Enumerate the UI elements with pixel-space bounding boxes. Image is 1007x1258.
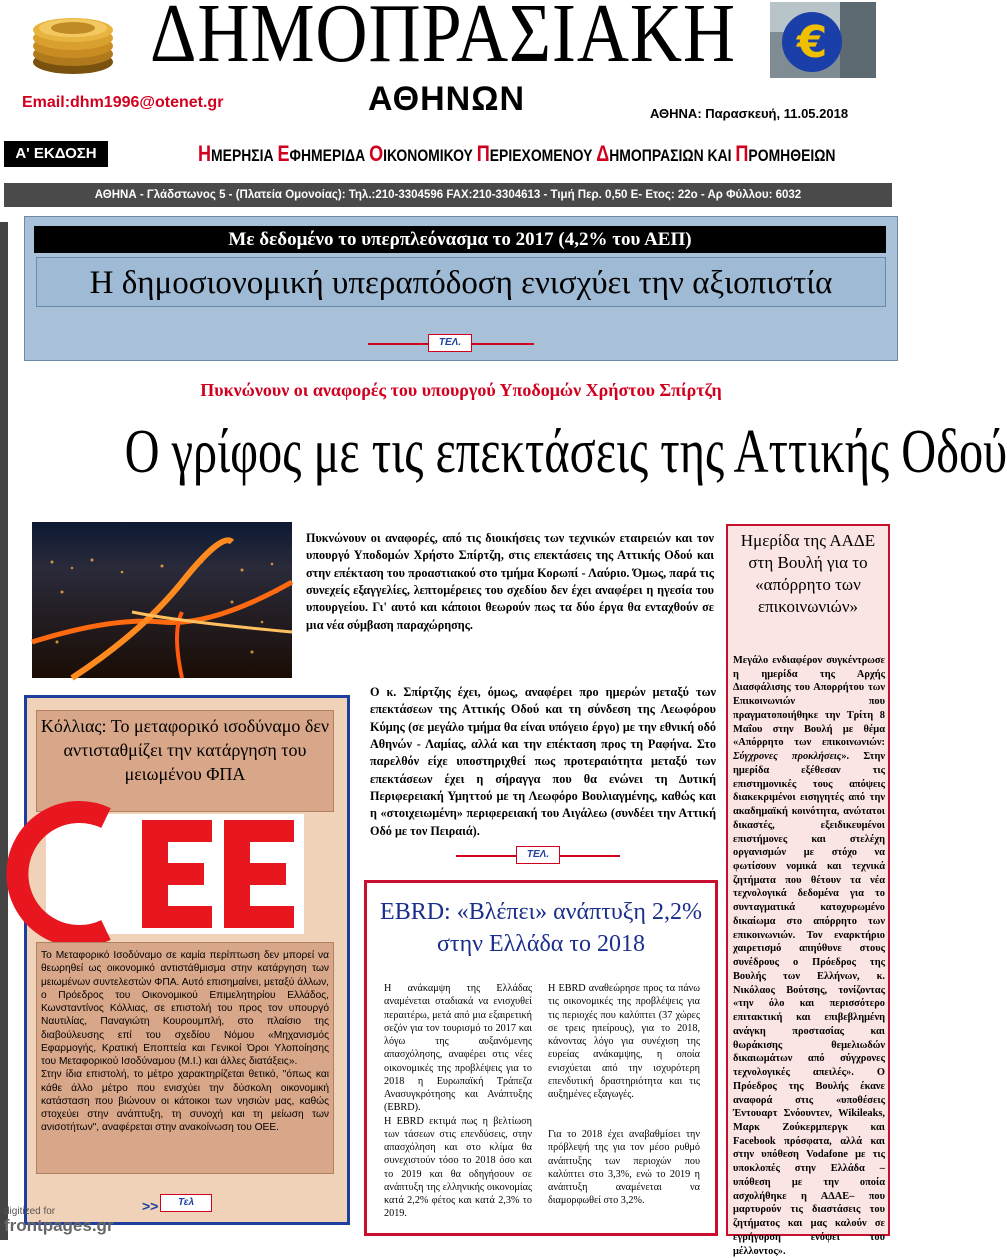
tagline-word: ΡΟΜΗΘΕΙΩΝ	[748, 146, 836, 165]
gold-coins-image	[24, 2, 122, 78]
credit-site: frontpages.gr	[4, 1216, 114, 1235]
sidebar-headline: Ημερίδα της ΑΑΔΕ στη Βουλή για το «απόρρητο των επικοινωνιών»	[740, 531, 876, 617]
main-story-headline: Ο γρίφος με τις επεκτάσεις της Αττικής Οδού	[124, 418, 1007, 486]
main-story-kicker: Πυκνώνουν οι αναφορές του υπουργού Υποδομών Χρήστου Σπίρτζη	[200, 380, 722, 400]
edition-badge: Α' ΕΚΔΟΣΗ	[4, 141, 108, 167]
tagline-initial: Ε	[277, 141, 290, 166]
end-marker: ΤΕΛ.	[428, 334, 472, 352]
svg-text:€: €	[796, 17, 828, 68]
tagline-word: ΗΜΟΠΡΑΣΙΩΝ ΚΑΙ	[609, 146, 736, 165]
masthead-title: ΔΗΜΟΠΡΑΣΙΑΚΗ	[150, 0, 736, 80]
tagline-word: ΙΚΟΝΟΜΙΚΟΥ	[383, 146, 477, 165]
kollias-body-text: Το Μεταφορικό Ισοδύναμο σε καμία περίπτωση δεν μπορεί να θεωρηθεί ως οικονομικό αντιστάθμισμα στην κατάργηση των μειωμένων συντελεστών ΦΠΑ. Αυτό επισημαίνει, μεταξύ άλλων, ο Πρόεδρος του Οικονομικού Επιμελητηρίου Ελλάδος, Κωνσταντίνος Κόλλιας, σε επιστολή του προς τον υπουργό Ναυτιλίας, Παναγιώτη Κουρουμπλή, στο πλαίσιο της διαβούλευσης επί του σχεδίου Νόμου «Μηχανισμός Εφαρμογής, Κρατική Εποπτεία και Γενικοί Όροι Υλοποίησης του Μεταφορικού Ισοδύναμου (Μ.Ι.) και άλλες διατάξεις». Στην ίδια επιστολή, το μέτρο χαρακτηρίζεται θετικό, "όπως και κάθε άλλο μέτρο που ενισχύει την δύσκολη οικονομική κατάσταση που βιώνουν οι κάτοικοι των νησιών μας, καθώς στοχεύει στην ανάπτυξη, τη συνοχή και τη μείωση των ανισοτήτων", αναφέρεται στην ανακοίνωση του ΟΕΕ.	[41, 950, 329, 1134]
issue-date: ΑΘΗΝΑ: Παρασκευή, 11.05.2018	[650, 106, 849, 121]
tagline-initial: Η	[198, 141, 212, 166]
main-story-paragraph-2: Ο κ. Σπίρτζης έχει, όμως, αναφέρει προ ημερών μεταξύ των επεκτάσεων της Αττικής Οδού και τη σύνδεση της Λεωφόρου Κύμης (σε μεγάλο τμήμα θα είναι υπόγειο έργο) με την εθνική οδό Αθηνών - Λαμίας, αλλά και την επέκταση προς τη Ραφήνα. Στο παρελθόν είχε υποστηριχθεί πως προτεραιότητα μεταξύ των επεκτάσεων έχει η σήραγγα που θα ενώνει τη Δυτική Περιφερειακή Υμηττού με τη Λεωφόρο Βουλιαγμένης, καθώς και η «στοιχειωμένη» περιφερειακή του Αιγάλεω (συνδέει την Αττική Οδό με τον Πειραιά).	[370, 685, 716, 838]
credit-line: digitized for	[4, 1206, 56, 1217]
info-bar: ΑΘΗΝΑ - Γλάδστωνος 5 - (Πλατεία Ομονοίας): Τηλ.:210-3304596 FAX:210-3304613 - Τιμή Περ. 0,50 Ε- Ετος: 22ο - Αρ Φύλλου: 6032	[4, 183, 892, 207]
kollias-headline: Κόλλιας: Το μεταφορικό ισοδύναμο δεν αντισταθμίζει την κατάργηση του μειωμένου ΦΠΑ	[36, 710, 334, 812]
ebrd-text: Η EBRD αναθεώρησε προς τα πάνω τις οικονομικές της προβλέψεις για τις περιοχές που καλύπτει (37 χώρες σε τρεις ηπείρους), για το 2018, κάνοντας λόγο για συνέχιση της ευρείας ανάκαμψης, η οποία ενισχύεται από την ισχυρότερη επενδυτική δραστηριότητα και τις αυξημένες εξαγωγές.	[548, 983, 700, 1100]
continue-arrows: >>	[142, 1198, 159, 1214]
tagline-word: ΦΗΜΕΡΙΔΑ	[289, 146, 370, 165]
masthead-tagline	[198, 141, 836, 167]
tagline-initial: Π	[476, 141, 490, 166]
sidebar-body	[733, 654, 885, 1258]
tagline-word: ΜΕΡΗΣΙΑ	[211, 146, 278, 165]
top-story-kicker: Με δεδομένο το υπερπλεόνασμα το 2017 (4,2% του ΑΕΠ)	[34, 226, 886, 253]
sidebar-body-text: Μεγάλο ενδιαφέρον συγκέντρωσε η ημερίδα της Αρχής Διασφάλισης του Απορρήτου των Επικοινωνιών που πραγματοποιήθηκε την Τρίτη 8 Μαΐου στην Βουλή με θέμα «Απόρρητο των επικοινωνιών:	[733, 655, 885, 749]
main-story-paragraph-1: Πυκνώνουν οι αναφορές, από τις διοικήσεις των τεχνικών εταιρειών και τον υπουργό Υποδομών Χρήστο Σπίρτζη, στις επεκτάσεις της Αττικής Οδού και στην επέκταση του προαστιακού στο τμήμα Κορωπί - Λαύριο. Όμως, παρά τις συνεχείς εξαγγελίες, λεπτομέρειες του σχεδίου δεν έχει αναφέρει η ηγεσία του υπουργείου. Γι' αυτό και κάποιοι θεωρούν πως τα δύο έργα θα ενταχθούν σε μια νέα σύμβαση παραχώρησης.	[306, 531, 714, 632]
end-marker: ΤΕΛ.	[516, 846, 560, 864]
contact-email: Email:dhm1996@otenet.gr	[22, 94, 224, 111]
ebrd-column-3	[548, 1128, 700, 1208]
oee-logo	[46, 814, 304, 934]
sidebar-body-text: ». Στην ημερίδα εξέθεσαν τις επιστημονικές τους απόψεις διακεκριμένοι εισηγητές από την ακαδημαϊκή κοινότητα, ανώτατοι δικαστές, εξειδικευμένοι επιστήμονες και στελέχη οργανισμών με στόχο να φωτίσουν νομικά και τεχνικά ζητήματα που θέτουν τα νέα τεχνολογικά δεδομένα για το συνταγματικά κατοχυρωμένο δικαίωμα στο απόρρητο των επικοινωνιών. Τον εναρκτήριο χαιρετισμό απηύθυνε στους συνέδρους ο Πρόεδρος της Βουλής των Ελλήνων, κ. Νικόλαος Βούτσης, τονίζοντας «την όλο και περισσότερο επιτακτική και επιβεβλημένη ανάγκη προστασίας και θωράκισης θεμελιωδών δικαιωμάτων από σύγχρονες τεχνολογικές απειλές». Ο Πρόεδρος της Βουλής έκανε αναφορά στις «υποθέσεις Έντουαρτ Σνόουντεν, Wikileaks, Μαρκ Ζούκερμπεργκ και Facebook πρόσφατα, αλλά και στην υπόθεση Vodafone με τις υποκλοπές στην Ελλάδα –υπόθεση με την οποία ασχολήθηκε η ΑΔΑΕ– που μαρτυρούν τις διαστάσεις του ζητήματος και μας καλούν σε εγρήγορση ενόψει του μέλλοντος».	[733, 751, 885, 1257]
tagline-initial: Δ	[596, 141, 610, 166]
ebrd-column-1	[384, 982, 532, 1221]
highway-night-photo	[32, 522, 292, 678]
tagline-initial: Ο	[369, 141, 384, 166]
kollias-body	[36, 942, 334, 1174]
end-marker: Τελ	[160, 1194, 212, 1212]
top-story-headline: Η δημοσιονομική υπεραπόδοση ενισχύει την αξιοπιστία	[36, 257, 886, 307]
ebrd-text: Η ανάκαμψη της Ελλάδας αναμένεται σταδιακά να ενισχυθεί περαιτέρω, μετά από μια εξαιρετική σεζόν για τον τουρισμό το 2017 και λόγω της αυξανόμενης απασχόλησης, αναφέρει στις νέες οικονομικές της προβλέψεις για το 2018 η Ευρωπαϊκή Τράπεζα Ανασυγκρότησης και Ανάπτυξης (EBRD). Η EBRD εκτιμά πως η βελτίωση των τάσεων στις επενδύσεις, στην απασχόληση και στο κλίμα θα συνεχιστούν τόσο το 2018 όσο και το 2019 και θα οδηγήσουν σε ανάπτυξη της ελληνικής οικονομίας κατά 2,2% φέτος και κατά 2,3% το 2019.	[384, 983, 532, 1220]
tagline-initial: Π	[735, 141, 749, 166]
digitized-credit	[4, 1206, 124, 1236]
masthead-subtitle: ΑΘΗΝΩΝ	[368, 80, 526, 118]
sidebar-body-italic: Σύγχρονες προκλήσεις	[733, 751, 842, 763]
tagline-word: ΕΡΙΕΧΟΜΕΝΟΥ	[489, 146, 597, 165]
euro-sign-image	[770, 2, 876, 78]
ebrd-headline: EBRD: «Βλέπει» ανάπτυξη 2,2% στην Ελλάδα το 2018	[380, 899, 702, 958]
ebrd-column-2	[548, 982, 700, 1101]
left-margin-bar	[0, 222, 8, 1240]
ebrd-text: Για το 2018 έχει αναβαθμίσει την πρόβλεψή της για τον μέσο ρυθμό ανάπτυξης των περιοχών που καλύπτει στο 3,3%, ενώ το 2019 η ανάπτυξη αναμένεται να διαμορφωθεί στο 3,2%.	[548, 1129, 700, 1207]
